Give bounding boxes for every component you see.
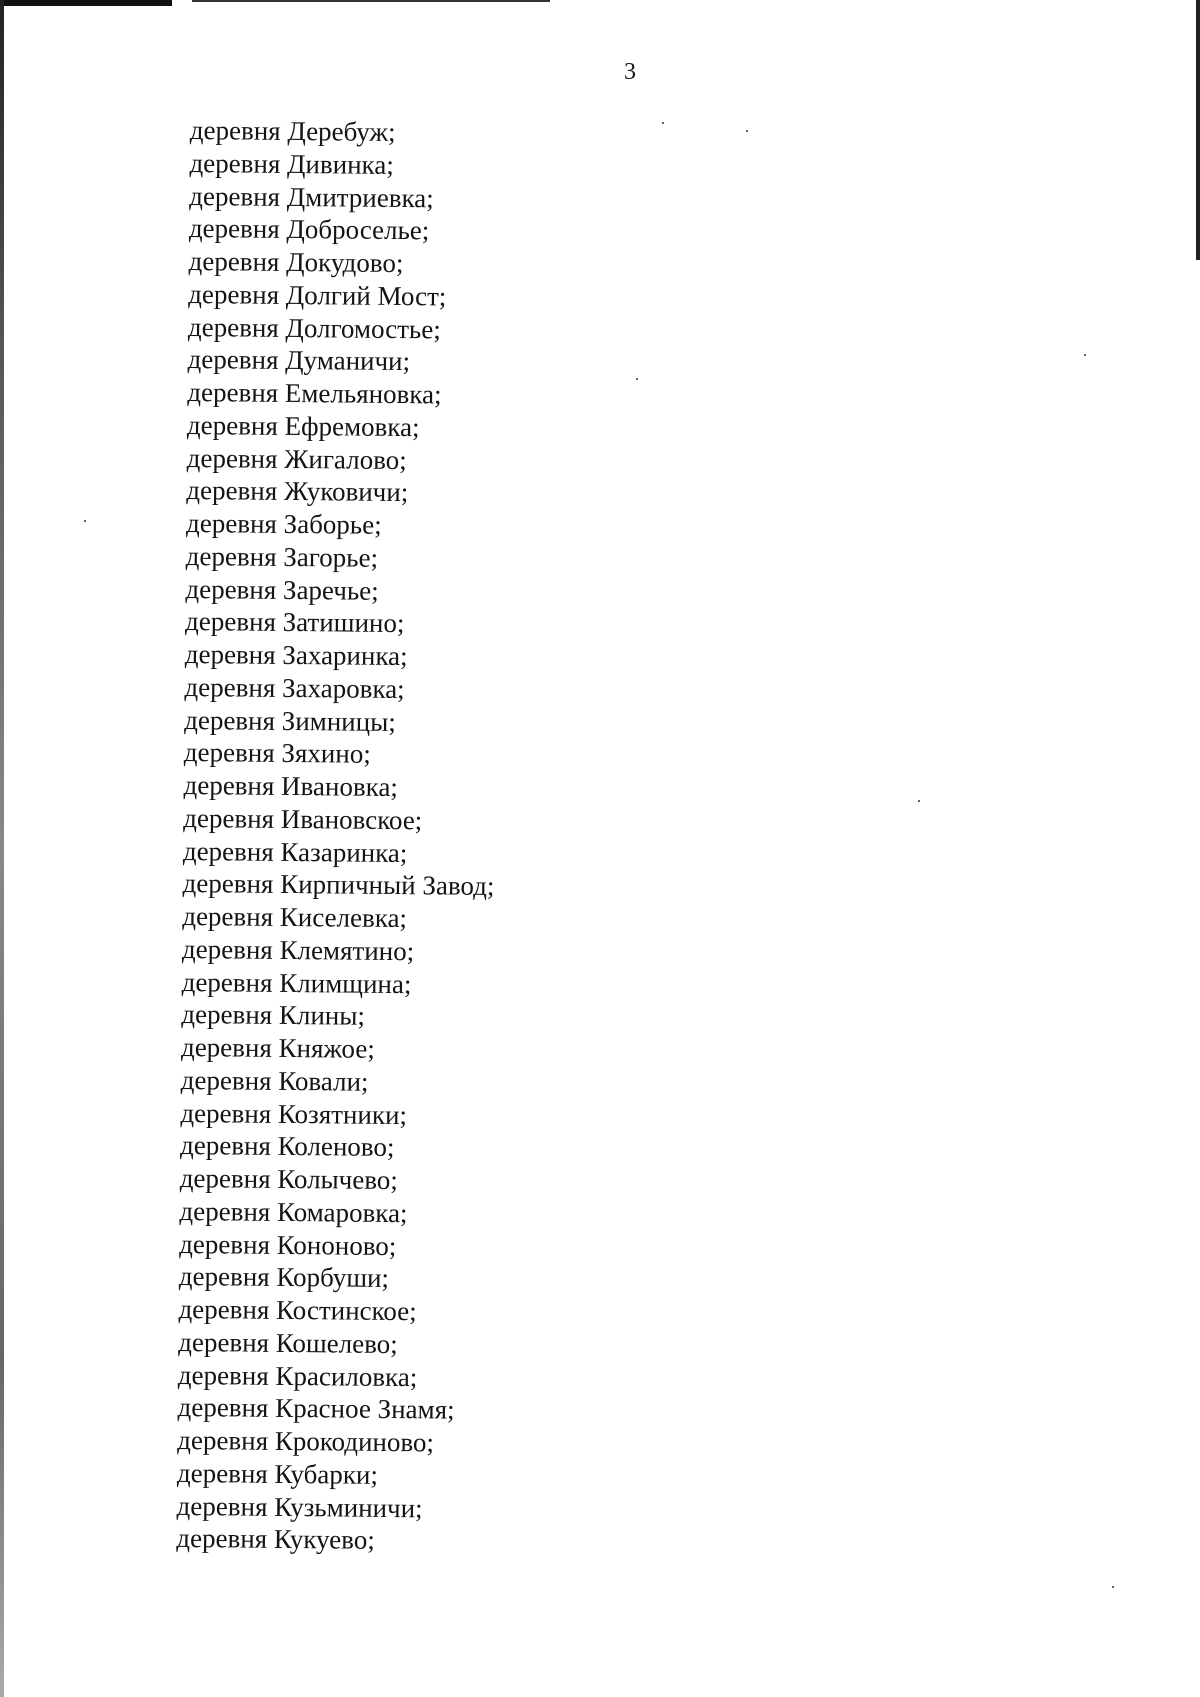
scan-speck <box>662 122 664 124</box>
settlement-item: деревня Кузьминичи; <box>176 1490 423 1523</box>
scan-speck <box>746 130 748 132</box>
scan-left-border <box>0 0 4 1697</box>
settlement-item: деревня Затишино; <box>184 606 405 639</box>
scan-edge-mark <box>0 0 172 6</box>
settlement-item: деревня Докудово; <box>188 245 404 279</box>
settlement-item: деревня Казаринка; <box>182 835 408 868</box>
settlement-item: деревня Клины; <box>181 999 366 1031</box>
scan-edge-line <box>192 0 550 2</box>
settlement-item: деревня Клемятино; <box>181 933 415 966</box>
settlement-item: деревня Заборье; <box>185 507 382 540</box>
settlement-item: деревня Кукуево; <box>176 1523 375 1556</box>
settlement-item: деревня Доброселье; <box>188 213 430 246</box>
settlement-item: деревня Крокодиново; <box>177 1424 435 1458</box>
scan-speck <box>636 378 638 380</box>
settlement-item: деревня Красиловка; <box>177 1359 418 1392</box>
settlement-item: деревня Зяхино; <box>183 737 371 770</box>
settlement-item: деревня Кирпичный Завод; <box>182 868 495 902</box>
scan-speck <box>1084 354 1086 356</box>
settlement-item: деревня Дивинка; <box>189 147 394 180</box>
settlement-item: деревня Колычево; <box>179 1162 399 1196</box>
settlement-item: деревня Киселевка; <box>182 900 408 934</box>
settlement-item: деревня Ивановское; <box>183 802 423 836</box>
settlement-item: деревня Красное Знамя; <box>177 1392 455 1425</box>
settlement-item: деревня Зимницы; <box>184 704 396 737</box>
settlement-item: деревня Костинское; <box>178 1293 417 1327</box>
settlement-item: деревня Козятники; <box>180 1097 408 1130</box>
settlement-item: деревня Думаничи; <box>187 344 411 377</box>
settlement-item: деревня Коленово; <box>179 1130 395 1163</box>
settlement-item: деревня Кошелево; <box>178 1326 398 1359</box>
settlement-item: деревня Жуковичи; <box>186 475 409 508</box>
settlement-item: деревня Заречье; <box>185 573 379 606</box>
scan-speck <box>84 520 86 522</box>
settlement-item: деревня Деребуж; <box>189 114 396 147</box>
settlement-item: деревня Ивановка; <box>183 769 399 803</box>
settlement-item: деревня Захаринка; <box>184 638 408 672</box>
settlement-item: деревня Ефремовка; <box>186 409 420 442</box>
settlement-item: деревня Комаровка; <box>179 1195 408 1228</box>
settlement-item: деревня Жигалово; <box>186 442 407 475</box>
page-number: 3 <box>624 59 636 85</box>
settlement-item: деревня Долгий Мост; <box>188 278 447 312</box>
settlement-item: деревня Корбуши; <box>178 1261 390 1294</box>
settlement-item: деревня Дмитриевка; <box>189 180 434 213</box>
settlement-list <box>176 114 502 1558</box>
settlement-item: деревня Климщина; <box>181 966 412 999</box>
scan-speck <box>918 800 920 802</box>
settlement-item: деревня Емельяновка; <box>187 376 442 410</box>
scan-speck <box>1112 1586 1114 1588</box>
settlement-item: деревня Кубарки; <box>176 1457 379 1490</box>
scan-right-border <box>1196 0 1200 260</box>
settlement-item: деревня Кононово; <box>179 1228 397 1261</box>
settlement-item: деревня Захаровка; <box>184 671 405 704</box>
settlement-item: деревня Княжое; <box>180 1031 375 1064</box>
settlement-item: деревня Ковали; <box>180 1064 369 1097</box>
settlement-item: деревня Загорье; <box>185 540 379 573</box>
settlement-item: деревня Долгомостье; <box>187 311 441 344</box>
